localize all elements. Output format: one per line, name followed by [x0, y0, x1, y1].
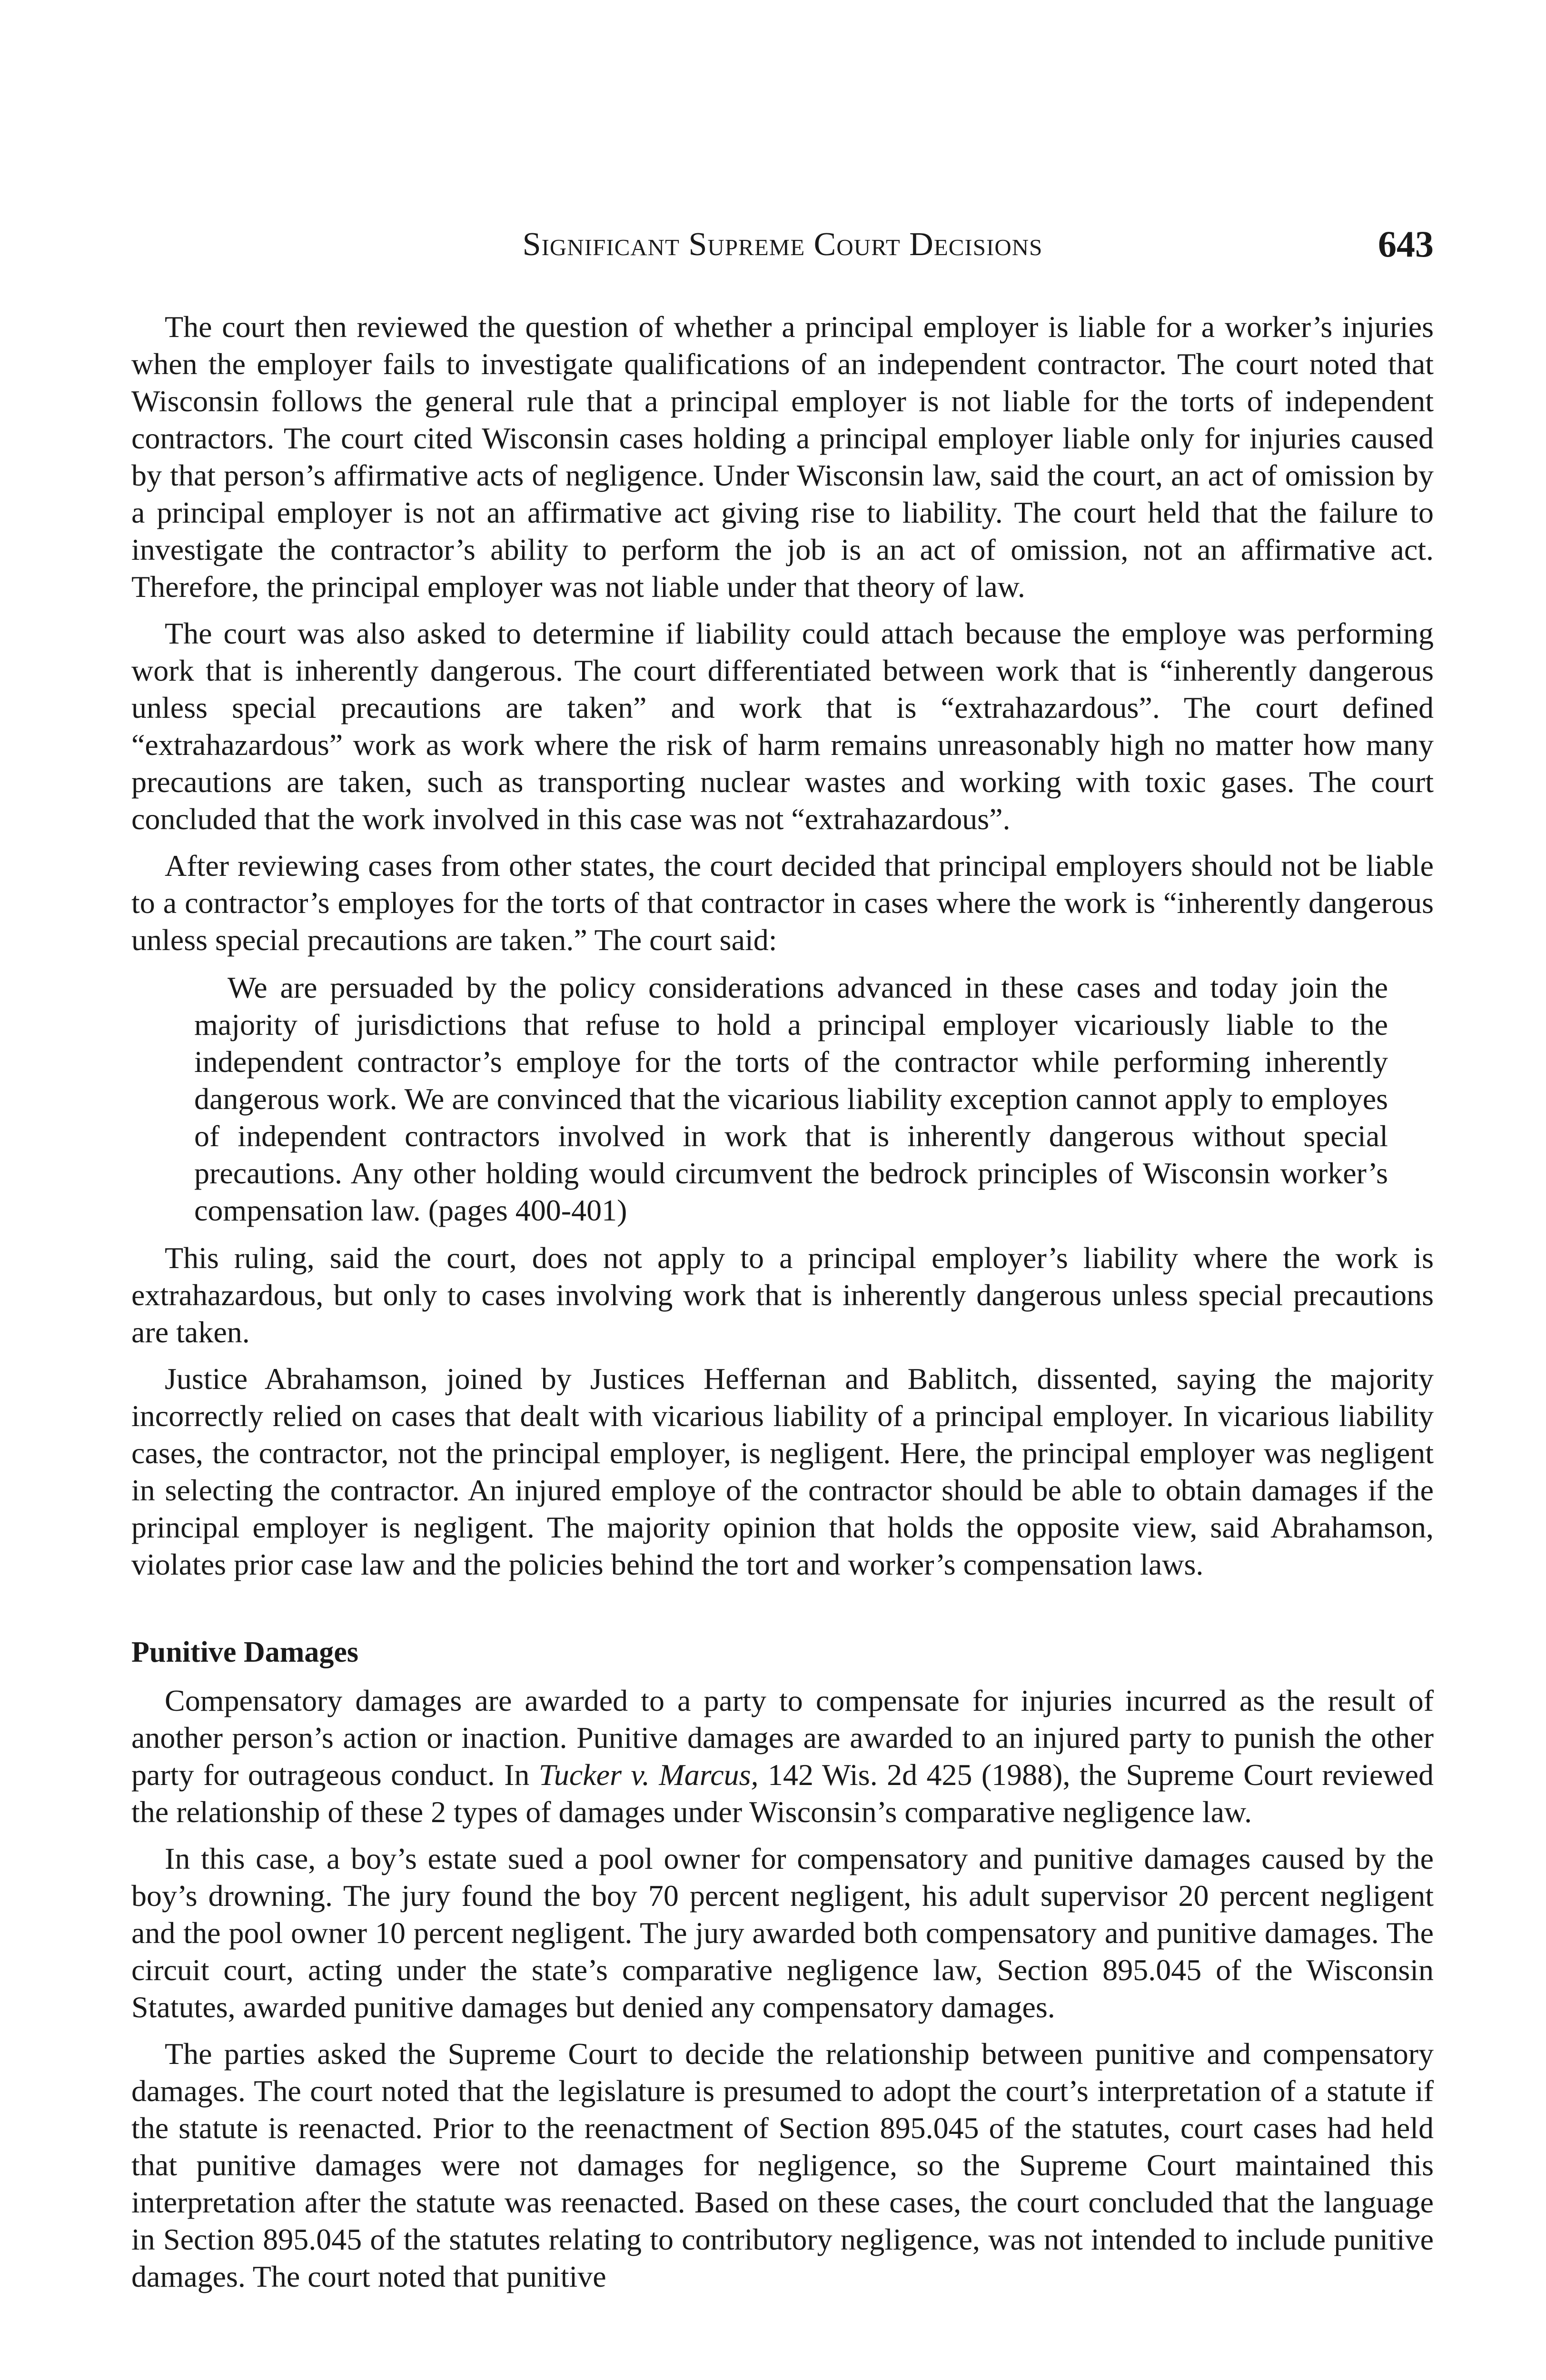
section-heading: Punitive Damages: [131, 1636, 359, 1668]
paragraph: The court then reviewed the question of whether a principal employer is liable for a worker’s injuries when the employer fails to investigate qualifications of an independent contractor. The court noted that Wisconsin follows the general rule that a principal employer is not liable for the torts of independent contractors. The court cited Wisconsin cases holding a principal employer liable only for injuries caused by that person’s affirmative acts of negligence. Under Wisconsin law, said the court, an act of omission by a principal employer is not an affirmative act giving rise to liability. The court held that the failure to investigate the contractor’s ability to perform the job is an act of omission, not an affirmative act. Therefore, the principal employer was not liable under that theory of law.: [131, 310, 1434, 604]
paragraph: Justice Abrahamson, joined by Justices Heffernan and Bablitch, dissented, saying the majority incorrectly relied on cases that dealt with vicarious liability of a principal employer. In vicarious liability cases, the contractor, not the principal employer, is negligent. Here, the principal employer was negligent in selecting the contractor. An injured employe of the contractor should be able to obtain damages if the principal employer is negligent. The majority opinion that holds the opposite view, said Abrahamson, violates prior case law and the policies behind the tort and worker’s compensation laws.: [131, 1362, 1434, 1581]
text-run: Compensatory damages are awarded to a party to compensate for injuries incurred as the result of another person’s action or inaction. Punitive damages are awarded to an injured party to punish the other party for outrageous conduct. In: [131, 1684, 1434, 1792]
paragraph: The court was also asked to determine if liability could attach because the employe was performing work that is inherently dangerous. The court differentiated between work that is “inherently dangerous unless special precautions are taken” and work that is “extrahazardous”. The court defined “extrahazardous” work as work where the risk of harm remains unreasonably high no matter how many precautions are taken, such as transporting nuclear wastes and working with toxic gases. The court concluded that the work involved in this case was not “extrahazardous”.: [131, 616, 1434, 836]
case-name: Tucker v. Marcus,: [538, 1758, 759, 1792]
text-run: 142 Wis. 2d 425 (1988), the Supreme Court reviewed the relationship of these 2 types of damages under Wisconsin’s comparative negligence law.: [131, 1758, 1434, 1829]
block-quote: We are persuaded by the policy considerations advanced in these cases and today join the majority of jurisdictions that refuse to hold a principal employer vicariously liable to the independent contractor’s employe for the torts of the contractor while performing inherently dangerous work. We are convinced that the vicarious liability exception cannot apply to employes of independent contractors involved in work that is inherently dangerous without special precautions. Any other holding would circumvent the bedrock principles of Wisconsin worker’s compensation law. (pages 400-401): [194, 971, 1388, 1227]
body-text: [131, 308, 1434, 2295]
running-title: Significant Supreme Court Decisions: [522, 226, 1043, 263]
paragraph: [131, 1682, 1434, 1831]
running-header: [131, 223, 1434, 268]
paragraph: In this case, a boy’s estate sued a pool owner for compensatory and punitive damages caused by the boy’s drowning. The jury found the boy 70 percent negligent, his adult supervisor 20 percent negligent and the pool owner 10 percent negligent. The jury awarded both compensatory and punitive damages. The circuit court, acting under the state’s comparative negligence law, Section 895.045 of the Wisconsin Statutes, awarded punitive damages but denied any compensatory damages.: [131, 1842, 1434, 2024]
paragraph: This ruling, said the court, does not apply to a principal employer’s liability where the work is extrahazardous, but only to cases involving work that is inherently dangerous unless special precautions are taken.: [131, 1241, 1434, 1349]
paragraph: The parties asked the Supreme Court to decide the relationship between punitive and compensatory damages. The court noted that the legislature is presumed to adopt the court’s interpretation of a statute if the statute is reenacted. Prior to the reenactment of Section 895.045 of the statutes, court cases had held that punitive damages were not damages for negligence, so the Supreme Court maintained this interpretation after the statute was reenacted. Based on these cases, the court concluded that the language in Section 895.045 of the statutes relating to contributory negligence, was not intended to include punitive damages. The court noted that punitive: [131, 2037, 1434, 2293]
paragraph: After reviewing cases from other states, the court decided that principal employers should not be liable to a contractor’s employes for the torts of that contractor in cases where the work is “inherently dangerous unless special precautions are taken.” The court said:: [131, 849, 1434, 957]
page-number: 643: [1378, 223, 1434, 265]
